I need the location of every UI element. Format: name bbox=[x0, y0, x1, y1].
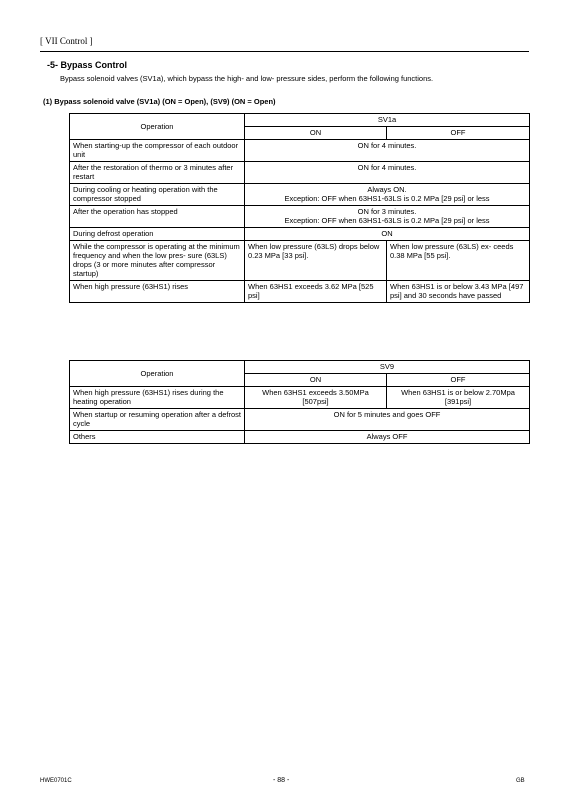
operation-cell: During cooling or heating operation with the compressor stopped bbox=[70, 184, 245, 206]
subsection-title: (1) Bypass solenoid valve (SV1a) (ON = Open), (SV9) (ON = Open) bbox=[43, 97, 276, 106]
state-line: Always ON. bbox=[367, 185, 407, 194]
table-row bbox=[70, 281, 530, 303]
header-rule bbox=[40, 51, 529, 52]
off-header: OFF bbox=[387, 374, 530, 387]
on-cell: When 63HS1 exceeds 3.50MPa [507psi] bbox=[245, 387, 387, 409]
table-row bbox=[70, 206, 530, 228]
state-cell: Always OFF bbox=[245, 431, 530, 444]
operation-cell: When high pressure (63HS1) rises during the heating operation bbox=[70, 387, 245, 409]
table-row bbox=[70, 409, 530, 431]
operation-cell: While the compressor is operating at the minimum frequency and when the low pres- sure (63LS) drops (3 or more minutes after compressor startup) bbox=[70, 241, 245, 281]
table-row bbox=[70, 228, 530, 241]
operation-cell: During defrost operation bbox=[70, 228, 245, 241]
operation-cell: When high pressure (63HS1) rises bbox=[70, 281, 245, 303]
page-number: - 88 - bbox=[273, 777, 290, 784]
table-row bbox=[70, 140, 530, 162]
state-cell: ON for 4 minutes. bbox=[245, 162, 530, 184]
table-row bbox=[70, 387, 530, 409]
table-row bbox=[70, 431, 530, 444]
state-exception: Exception: OFF when 63HS1-63LS is 0.2 MPa [29 psi] or less bbox=[284, 194, 490, 203]
state-line: ON for 3 minutes. bbox=[357, 207, 417, 216]
off-cell: When 63HS1 is or below 3.43 MPa [497 psi] and 30 seconds have passed bbox=[387, 281, 530, 303]
page-header: [ VII Control ] bbox=[40, 36, 93, 46]
operation-cell: When starting-up the compressor of each outdoor unit bbox=[70, 140, 245, 162]
state-cell: ON bbox=[245, 228, 530, 241]
table-row bbox=[70, 241, 530, 281]
on-header: ON bbox=[245, 374, 387, 387]
operation-cell: When startup or resuming operation after a defrost cycle bbox=[70, 409, 245, 431]
operation-cell: Others bbox=[70, 431, 245, 444]
state-cell bbox=[245, 184, 530, 206]
state-cell bbox=[245, 206, 530, 228]
operation-header: Operation bbox=[70, 361, 245, 387]
on-cell: When low pressure (63LS) drops below 0.23 MPa [33 psi]. bbox=[245, 241, 387, 281]
section-title: -5- Bypass Control bbox=[47, 60, 128, 70]
operation-cell: After the operation has stopped bbox=[70, 206, 245, 228]
region-code: GB bbox=[516, 778, 525, 784]
sv9-table bbox=[69, 360, 530, 444]
state-cell: ON for 4 minutes. bbox=[245, 140, 530, 162]
sv1a-table bbox=[69, 113, 530, 303]
section-intro: Bypass solenoid valves (SV1a), which bypass the high- and low- pressure sides, perform the following functions. bbox=[60, 74, 434, 83]
off-cell: When 63HS1 is or below 2.70Mpa [391psi] bbox=[387, 387, 530, 409]
doc-code: HWE0701C bbox=[40, 778, 72, 784]
operation-cell: After the restoration of thermo or 3 minutes after restart bbox=[70, 162, 245, 184]
valve-header: SV1a bbox=[245, 114, 530, 127]
off-cell: When low pressure (63LS) ex- ceeds 0.38 MPa [55 psi]. bbox=[387, 241, 530, 281]
table-row bbox=[70, 162, 530, 184]
on-cell: When 63HS1 exceeds 3.62 MPa [525 psi] bbox=[245, 281, 387, 303]
state-exception: Exception: OFF when 63HS1-63LS is 0.2 MPa [29 psi] or less bbox=[284, 216, 490, 225]
off-header: OFF bbox=[387, 127, 530, 140]
state-cell: ON for 5 minutes and goes OFF bbox=[245, 409, 530, 431]
on-header: ON bbox=[245, 127, 387, 140]
table-row bbox=[70, 184, 530, 206]
valve-header: SV9 bbox=[245, 361, 530, 374]
operation-header: Operation bbox=[70, 114, 245, 140]
